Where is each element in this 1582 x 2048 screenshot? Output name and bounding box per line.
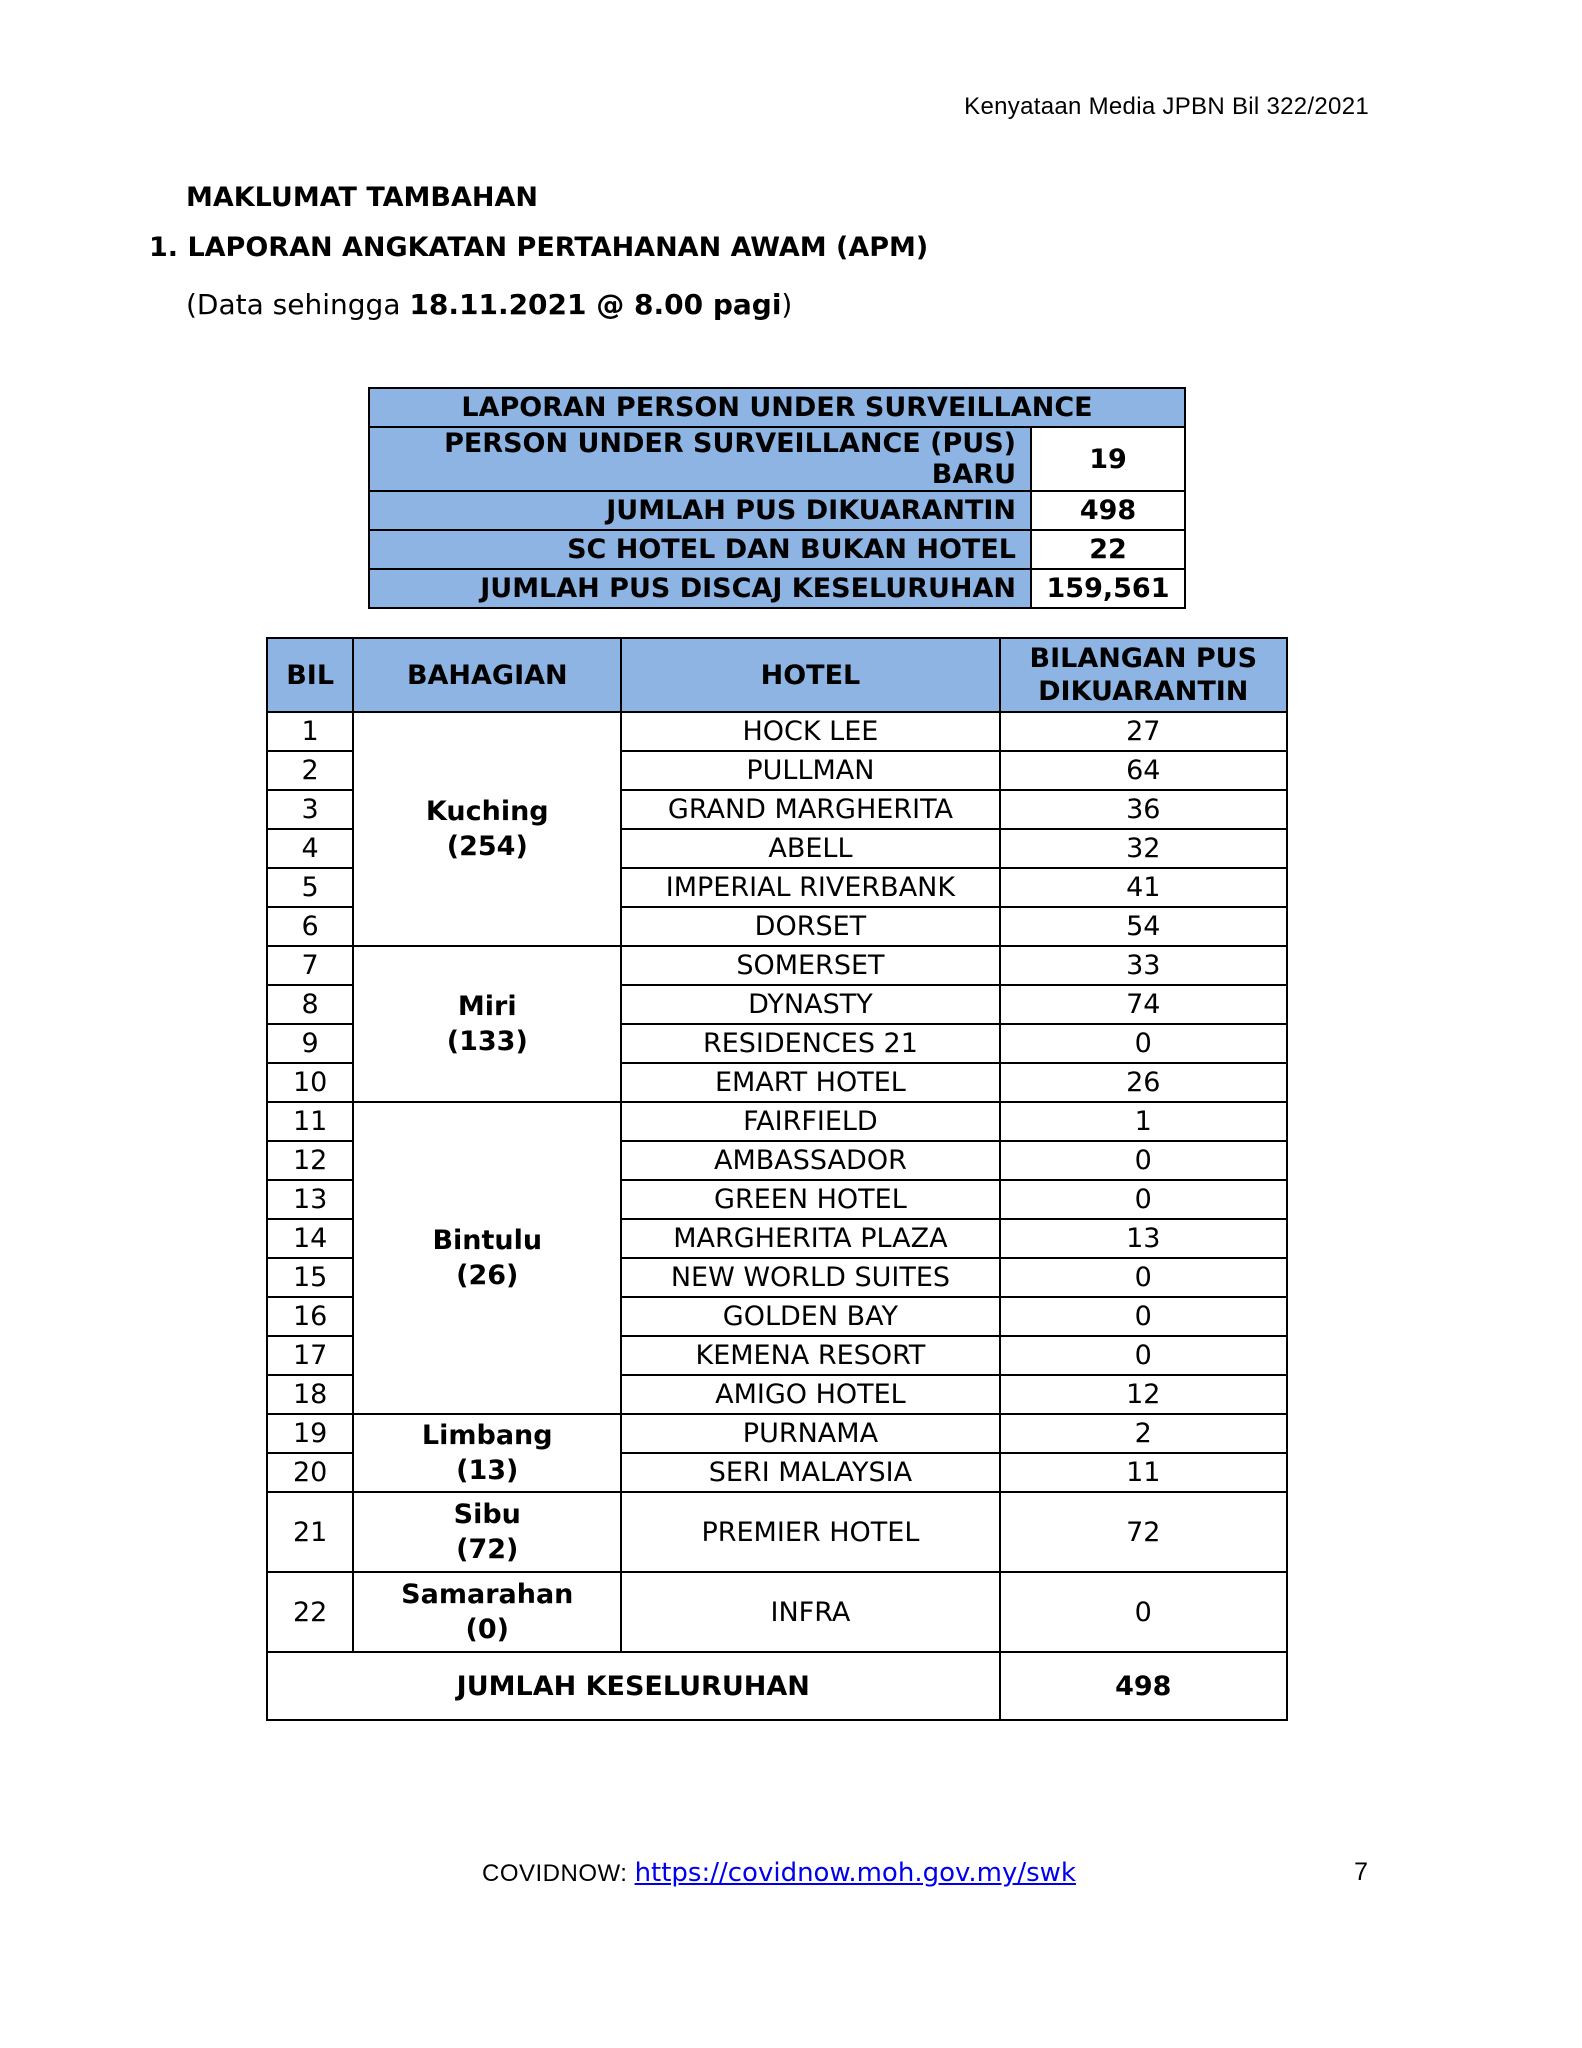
division-name: Samarahan: [401, 1579, 574, 1610]
row-hotel: RESIDENCES 21: [621, 1024, 999, 1063]
row-hotel: GREEN HOTEL: [621, 1180, 999, 1219]
row-bil: 22: [267, 1572, 353, 1652]
division-name: Sibu: [453, 1499, 521, 1530]
summary-label: PERSON UNDER SURVEILLANCE (PUS) BARU: [369, 427, 1031, 491]
row-bil: 14: [267, 1219, 353, 1258]
row-bil: 12: [267, 1141, 353, 1180]
row-count: 2: [1000, 1414, 1287, 1453]
row-count: 32: [1000, 829, 1287, 868]
row-bil: 1: [267, 712, 353, 751]
row-hotel: ABELL: [621, 829, 999, 868]
row-count: 1: [1000, 1102, 1287, 1141]
table-row: [267, 1414, 1287, 1453]
row-bil: 21: [267, 1492, 353, 1572]
row-hotel: INFRA: [621, 1572, 999, 1652]
division-name: Miri: [457, 991, 517, 1022]
row-bil: 13: [267, 1180, 353, 1219]
row-hotel: SOMERSET: [621, 946, 999, 985]
row-hotel: PULLMAN: [621, 751, 999, 790]
section-title: MAKLUMAT TAMBAHAN: [186, 182, 538, 213]
data-note-prefix: (Data sehingga: [186, 288, 410, 321]
footer-prefix: COVIDNOW:: [482, 1860, 635, 1887]
division-total: (254): [446, 831, 528, 862]
row-bil: 7: [267, 946, 353, 985]
table-row: [267, 1492, 1287, 1572]
hotel-table-header: [267, 638, 1287, 712]
row-count: 11: [1000, 1453, 1287, 1492]
row-count: 64: [1000, 751, 1287, 790]
row-bil: 20: [267, 1453, 353, 1492]
grand-total-row: [267, 1652, 1287, 1720]
footer-source: [482, 1858, 1076, 1888]
summary-title: LAPORAN PERSON UNDER SURVEILLANCE: [369, 388, 1185, 427]
row-count: 0: [1000, 1180, 1287, 1219]
row-hotel: GRAND MARGHERITA: [621, 790, 999, 829]
summary-label: SC HOTEL DAN BUKAN HOTEL: [369, 530, 1031, 569]
row-hotel: IMPERIAL RIVERBANK: [621, 868, 999, 907]
row-count: 41: [1000, 868, 1287, 907]
row-bil: 9: [267, 1024, 353, 1063]
row-bil: 6: [267, 907, 353, 946]
row-count: 26: [1000, 1063, 1287, 1102]
row-hotel: FAIRFIELD: [621, 1102, 999, 1141]
division-samarahan: [353, 1572, 621, 1652]
surveillance-summary-table: [368, 387, 1186, 609]
document-reference: Kenyataan Media JPBN Bil 322/2021: [964, 93, 1369, 120]
table-row: [267, 712, 1287, 751]
row-hotel: KEMENA RESORT: [621, 1336, 999, 1375]
hotel-quarantine-table: [266, 637, 1288, 1721]
summary-value: 19: [1031, 427, 1185, 491]
summary-title-row: [369, 388, 1185, 427]
row-count: 0: [1000, 1141, 1287, 1180]
row-count: 0: [1000, 1258, 1287, 1297]
row-hotel: SERI MALAYSIA: [621, 1453, 999, 1492]
row-hotel: PREMIER HOTEL: [621, 1492, 999, 1572]
report-title: 1. LAPORAN ANGKATAN PERTAHANAN AWAM (APM): [149, 232, 929, 263]
row-hotel: MARGHERITA PLAZA: [621, 1219, 999, 1258]
row-bil: 17: [267, 1336, 353, 1375]
summary-row: [369, 427, 1185, 491]
grand-total-label: JUMLAH KESELURUHAN: [267, 1652, 1000, 1720]
row-bil: 10: [267, 1063, 353, 1102]
row-count: 0: [1000, 1297, 1287, 1336]
summary-value: 159,561: [1031, 569, 1185, 608]
division-bintulu: [353, 1102, 621, 1414]
summary-value: 22: [1031, 530, 1185, 569]
row-count: 33: [1000, 946, 1287, 985]
row-bil: 18: [267, 1375, 353, 1414]
header-count-line1: BILANGAN PUS: [1029, 643, 1258, 674]
row-bil: 11: [267, 1102, 353, 1141]
grand-total-value: 498: [1000, 1652, 1287, 1720]
division-name: Kuching: [425, 796, 549, 827]
row-bil: 15: [267, 1258, 353, 1297]
division-miri: [353, 946, 621, 1102]
summary-row: [369, 530, 1185, 569]
summary-label: JUMLAH PUS DISCAJ KESELURUHAN: [369, 569, 1031, 608]
row-hotel: PURNAMA: [621, 1414, 999, 1453]
covidnow-link[interactable]: https://covidnow.moh.gov.my/swk: [634, 1858, 1076, 1888]
row-hotel: DORSET: [621, 907, 999, 946]
row-count: 0: [1000, 1336, 1287, 1375]
row-hotel: GOLDEN BAY: [621, 1297, 999, 1336]
row-bil: 4: [267, 829, 353, 868]
data-note-suffix: ): [781, 288, 793, 321]
row-count: 13: [1000, 1219, 1287, 1258]
division-sibu: [353, 1492, 621, 1572]
row-count: 27: [1000, 712, 1287, 751]
page-number: 7: [1354, 1858, 1368, 1886]
division-total: (72): [456, 1534, 519, 1565]
division-total: (13): [456, 1455, 519, 1486]
row-count: 36: [1000, 790, 1287, 829]
row-count: 74: [1000, 985, 1287, 1024]
row-bil: 3: [267, 790, 353, 829]
row-count: 72: [1000, 1492, 1287, 1572]
row-bil: 19: [267, 1414, 353, 1453]
header-count-line2: DIKUARANTIN: [1038, 676, 1249, 707]
division-name: Bintulu: [432, 1225, 543, 1256]
division-name: Limbang: [421, 1420, 553, 1451]
row-count: 12: [1000, 1375, 1287, 1414]
row-bil: 5: [267, 868, 353, 907]
row-hotel: DYNASTY: [621, 985, 999, 1024]
row-count: 54: [1000, 907, 1287, 946]
row-hotel: EMART HOTEL: [621, 1063, 999, 1102]
summary-row: [369, 569, 1185, 608]
data-note-date: 18.11.2021 @ 8.00 pagi: [409, 288, 782, 321]
row-count: 0: [1000, 1572, 1287, 1652]
data-date-note: [186, 288, 792, 321]
summary-label: JUMLAH PUS DIKUARANTIN: [369, 491, 1031, 530]
row-bil: 2: [267, 751, 353, 790]
summary-row: [369, 491, 1185, 530]
division-limbang: [353, 1414, 621, 1492]
row-bil: 8: [267, 985, 353, 1024]
row-count: 0: [1000, 1024, 1287, 1063]
table-row: [267, 1572, 1287, 1652]
division-total: (26): [456, 1260, 519, 1291]
header-count: [1000, 638, 1287, 712]
summary-value: 498: [1031, 491, 1185, 530]
division-kuching: [353, 712, 621, 946]
row-hotel: AMIGO HOTEL: [621, 1375, 999, 1414]
table-row: [267, 1102, 1287, 1141]
header-hotel: HOTEL: [621, 638, 999, 712]
table-row: [267, 946, 1287, 985]
division-total: (0): [465, 1614, 510, 1645]
header-bahagian: BAHAGIAN: [353, 638, 621, 712]
row-bil: 16: [267, 1297, 353, 1336]
row-hotel: NEW WORLD SUITES: [621, 1258, 999, 1297]
row-hotel: AMBASSADOR: [621, 1141, 999, 1180]
row-hotel: HOCK LEE: [621, 712, 999, 751]
header-bil: BIL: [267, 638, 353, 712]
division-total: (133): [446, 1026, 528, 1057]
